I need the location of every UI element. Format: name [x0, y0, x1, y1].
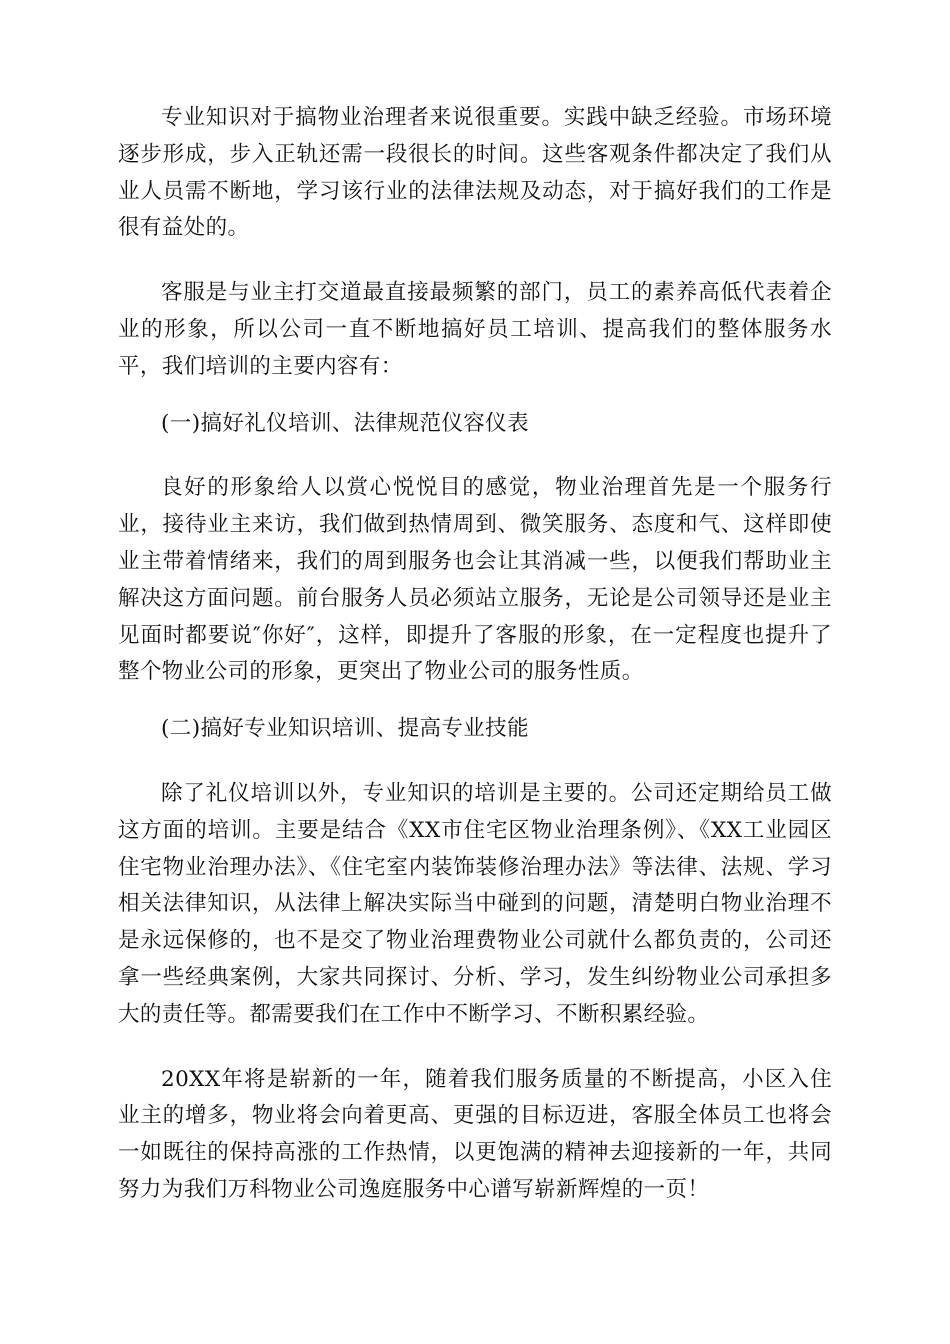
paragraph-etiquette: 良好的形象给人以赏心悦悦目的感觉，物业治理首先是一个服务行业，接待业主来访，我们做到热情周到、微笑服务、态度和气、这样即使业主带着情绪来，我们的周到服务也会让其消减一些，以便我们帮助业主解决这方面问题。前台服务人员必须站立服务，无论是公司领导还是业主见面时都要说″你好″，这样，即提升了客服的形象，在一定程度也提升了整个物业公司的形象，更突出了物业公司的服务性质。	[118, 475, 832, 685]
section-heading-skills: (二)搞好专业知识培训、提高专业技能	[161, 716, 529, 742]
document-page	[118, 100, 832, 1209]
paragraph-outlook: 20XX年将是崭新的一年，随着我们服务质量的不断提高，小区入住业主的增多，物业将会向着更高、更强的目标迈进，客服全体员工也将会一如既往的保持高涨的工作热情，以更饱满的精神去迎接新的一年，共同努力为我们万科物业公司逸庭服务中心谱写崭新辉煌的一页！	[118, 1066, 832, 1202]
paragraph-skills-training: 除了礼仪培训以外，专业知识的培训是主要的。公司还定期给员工做这方面的培训。主要是结合《XX市住宅区物业治理条例》、《XX工业园区住宅物业治理办法》、《住宅室内装饰装修治理办法》等法律、法规、学习相关法律知识，从法律上解决实际当中碰到的问题，清楚明白物业治理不是永远保修的，也不是交了物业治理费物业公司就什么都负责的，公司还拿一些经典案例，大家共同探讨、分析、学习，发生纠纷物业公司承担多大的责任等。都需要我们在工作中不断学习、不断积累经验。	[118, 780, 832, 1027]
paragraph-professional-knowledge: 专业知识对于搞物业治理者来说很重要。实践中缺乏经验。市场环境逐步形成，步入正轨还需一段很长的时间。这些客观条件都决定了我们从业人员需不断地，学习该行业的法律法规及动态，对于搞好我们的工作是很有益处的。	[118, 105, 832, 241]
section-heading-etiquette: (一)搞好礼仪培训、法律规范仪容仪表	[161, 410, 529, 436]
paragraph-customer-service: 客服是与业主打交道最直接最频繁的部门，员工的素养高低代表着企业的形象，所以公司一直不断地搞好员工培训、提高我们的整体服务水平，我们培训的主要内容有：	[118, 280, 832, 379]
